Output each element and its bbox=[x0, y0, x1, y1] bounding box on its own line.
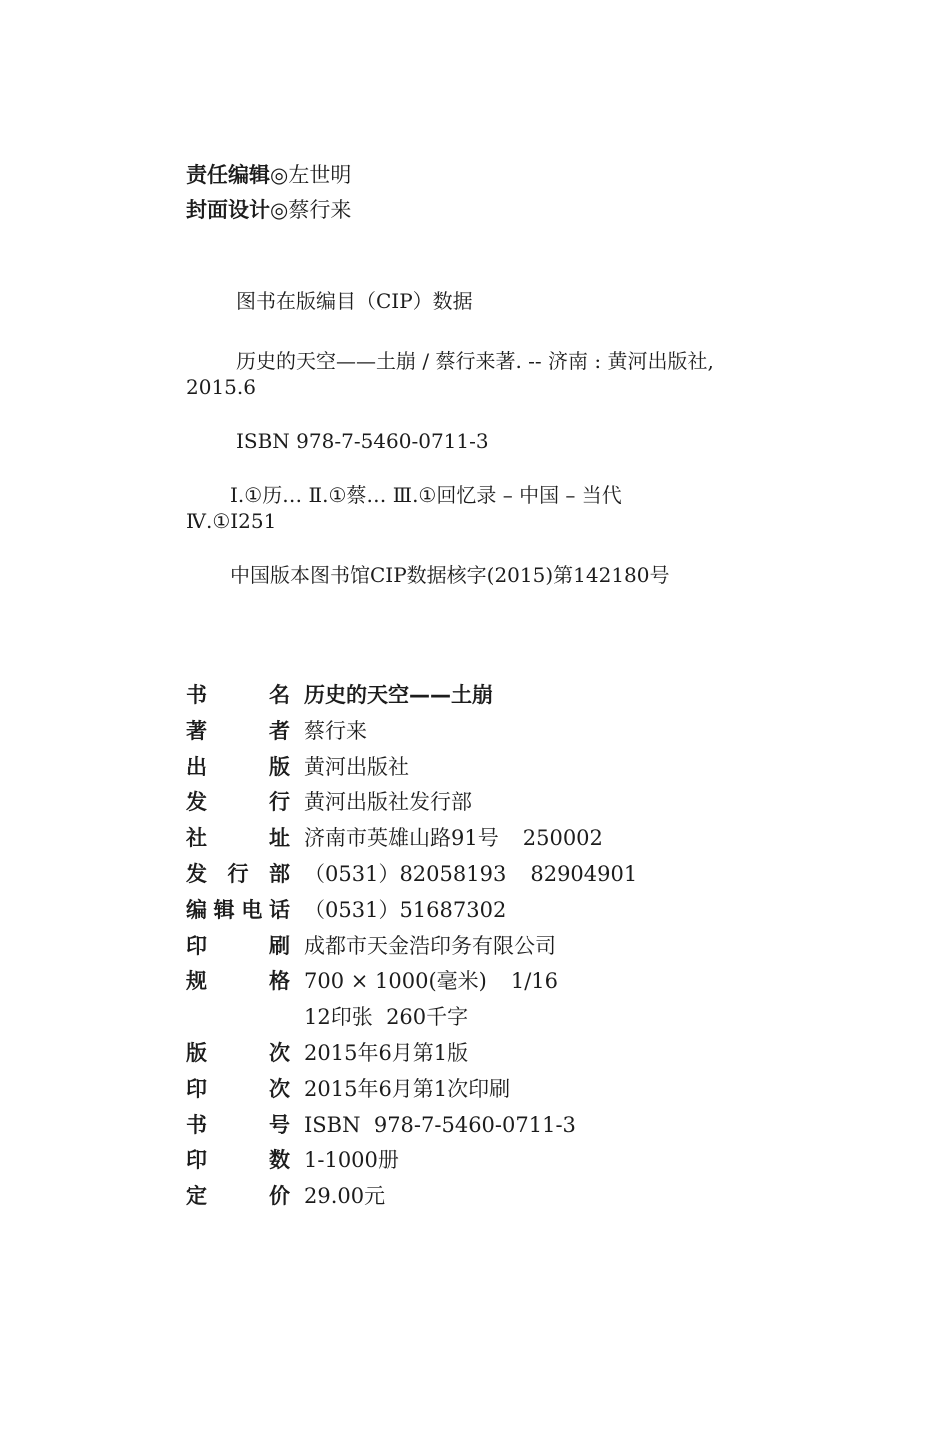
detail-label-char: 号 bbox=[269, 1112, 290, 1137]
detail-label bbox=[186, 1179, 290, 1213]
detail-value: 1-1000册 bbox=[304, 1148, 399, 1173]
detail-value: （0531）51687302 bbox=[304, 897, 507, 922]
detail-value-secondary: 82904901 bbox=[530, 862, 638, 886]
detail-label bbox=[186, 785, 290, 819]
detail-value-group bbox=[304, 678, 493, 712]
detail-label-char: 发 bbox=[186, 862, 207, 886]
detail-label bbox=[186, 964, 290, 998]
detail-label-char: 话 bbox=[268, 897, 290, 922]
detail-label-char: 数 bbox=[269, 1148, 290, 1173]
detail-value: 2015年6月第1版 bbox=[304, 1041, 469, 1065]
cip-heading: 图书在版编目（CIP）数据 bbox=[236, 289, 473, 313]
credit-label: 封面设计 bbox=[186, 198, 270, 222]
detail-label bbox=[186, 1072, 290, 1106]
credit-name: 蔡行来 bbox=[288, 198, 352, 222]
detail-label-char: 刷 bbox=[269, 933, 290, 958]
detail-label bbox=[186, 821, 290, 855]
detail-label-char: 址 bbox=[269, 826, 290, 851]
detail-label bbox=[186, 678, 290, 712]
credit-cover-design bbox=[186, 197, 351, 223]
detail-value: ISBN 978-7-5460-0711-3 bbox=[304, 1112, 576, 1137]
detail-value-group bbox=[304, 1108, 576, 1142]
detail-value-group bbox=[304, 857, 637, 891]
detail-label-char: 行 bbox=[269, 790, 290, 815]
detail-label-char: 印 bbox=[186, 1148, 207, 1173]
detail-value: 历史的天空——土崩 bbox=[304, 683, 493, 707]
cip-title-line: 历史的天空——土崩 / 蔡行来著. -- 济南 : 黄河出版社, bbox=[236, 349, 714, 373]
detail-value: 12印张 260千字 bbox=[304, 1005, 469, 1030]
detail-value: 济南市英雄山路91号 bbox=[304, 826, 499, 851]
cip-date-line: 2015.6 bbox=[186, 375, 256, 399]
detail-value: 2015年6月第1次印刷 bbox=[304, 1076, 511, 1101]
credit-name: 左世明 bbox=[288, 163, 352, 187]
detail-label-char: 名 bbox=[269, 683, 290, 707]
detail-label-char: 价 bbox=[269, 1184, 290, 1209]
detail-value: 黄河出版社发行部 bbox=[304, 790, 472, 815]
detail-value: 蔡行来 bbox=[304, 718, 367, 743]
detail-label-char: 次 bbox=[269, 1076, 290, 1101]
detail-value-group bbox=[304, 1000, 468, 1034]
detail-value-group bbox=[304, 821, 603, 855]
detail-label bbox=[186, 857, 290, 891]
credit-separator: ◎ bbox=[270, 198, 289, 222]
detail-label bbox=[186, 1108, 290, 1142]
detail-value-group bbox=[304, 1072, 510, 1106]
detail-value: 29.00元 bbox=[304, 1184, 386, 1209]
detail-label bbox=[186, 750, 290, 784]
detail-value-group bbox=[304, 893, 506, 927]
detail-label-char: 著 bbox=[186, 718, 207, 743]
detail-label-char: 行 bbox=[227, 862, 249, 886]
detail-label bbox=[186, 893, 290, 927]
detail-value-group bbox=[304, 964, 558, 998]
detail-value-secondary: 1/16 bbox=[510, 969, 559, 994]
credit-editor bbox=[186, 162, 351, 188]
detail-label-char: 定 bbox=[186, 1184, 207, 1209]
detail-label bbox=[186, 1036, 290, 1070]
detail-label-char: 版 bbox=[186, 1041, 207, 1065]
detail-label-char: 印 bbox=[186, 933, 207, 958]
detail-label-char: 次 bbox=[269, 1041, 290, 1065]
cip-record-number: 中国版本图书馆CIP数据核字(2015)第142180号 bbox=[230, 563, 670, 587]
detail-label-char: 编 bbox=[186, 897, 207, 922]
detail-label-char: 规 bbox=[186, 969, 207, 994]
detail-label-char: 辑 bbox=[213, 897, 235, 922]
detail-value-group bbox=[304, 1179, 385, 1213]
credit-label: 责任编辑 bbox=[186, 163, 270, 187]
detail-label-char: 者 bbox=[269, 718, 290, 743]
detail-label-char: 发 bbox=[186, 790, 207, 815]
detail-label bbox=[186, 714, 290, 748]
credit-separator: ◎ bbox=[270, 163, 289, 187]
detail-label-char: 电 bbox=[241, 897, 263, 922]
detail-value: （0531）82058193 bbox=[304, 862, 507, 886]
detail-value-secondary: 250002 bbox=[522, 826, 603, 851]
detail-label bbox=[186, 1143, 290, 1177]
detail-value-group bbox=[304, 1036, 468, 1070]
detail-value-group bbox=[304, 1143, 399, 1177]
detail-label-char: 格 bbox=[269, 969, 290, 994]
detail-label-char: 社 bbox=[186, 826, 207, 851]
detail-value: 黄河出版社 bbox=[304, 754, 409, 779]
detail-label-char: 出 bbox=[186, 754, 207, 779]
detail-label-char: 书 bbox=[186, 1112, 207, 1137]
detail-label-char: 书 bbox=[186, 683, 207, 707]
cip-isbn: ISBN 978-7-5460-0711-3 bbox=[236, 429, 489, 453]
detail-label bbox=[186, 929, 290, 963]
detail-label-char: 部 bbox=[269, 862, 290, 886]
cip-classification: Ⅰ.①历… Ⅱ.①蔡… Ⅲ.①回忆录 – 中国 – 当代 bbox=[230, 483, 622, 507]
detail-value-group bbox=[304, 714, 367, 748]
cip-classification-cont: Ⅳ.①I251 bbox=[186, 509, 277, 533]
detail-value-group bbox=[304, 750, 409, 784]
detail-label-char: 印 bbox=[186, 1076, 207, 1101]
detail-value: 成都市天金浩印务有限公司 bbox=[304, 933, 556, 958]
detail-value-group bbox=[304, 785, 472, 819]
detail-label-char: 版 bbox=[269, 754, 290, 779]
detail-value: 700 × 1000(毫米) bbox=[304, 969, 487, 994]
detail-value-group bbox=[304, 929, 556, 963]
